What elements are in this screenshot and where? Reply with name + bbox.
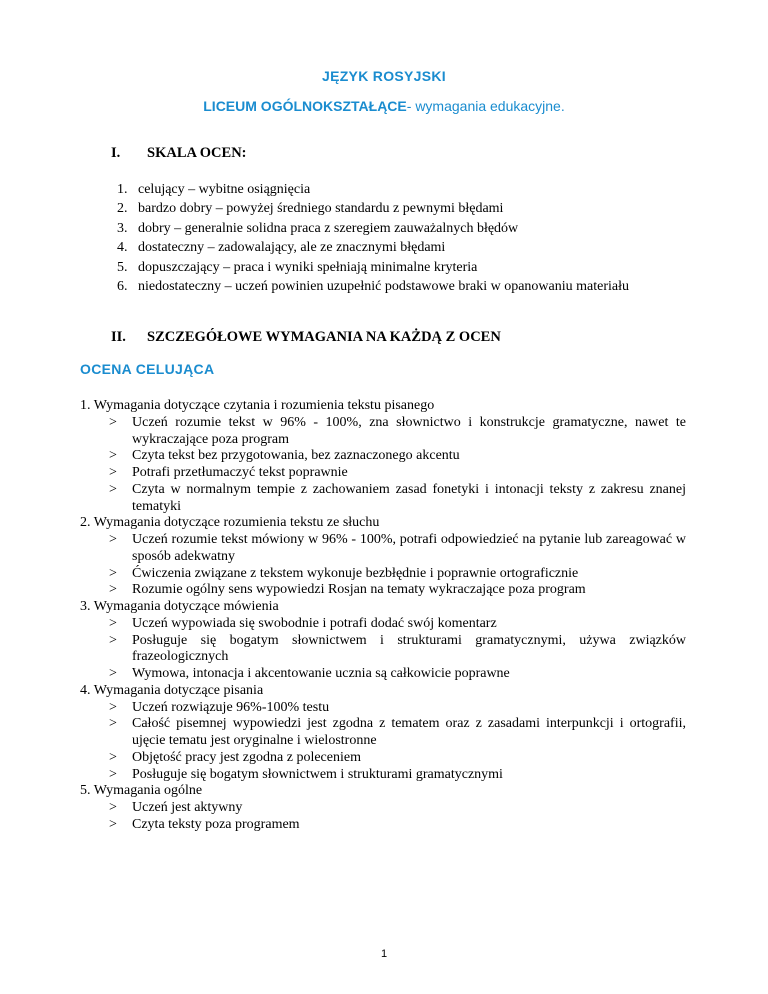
arrow-bullet-icon: > — [109, 565, 117, 581]
document-subtitle — [0, 98, 768, 114]
arrow-bullet-icon: > — [109, 716, 117, 732]
requirement-group — [80, 683, 686, 784]
arrow-bullet-icon: > — [109, 465, 117, 480]
arrow-bullet-icon: > — [109, 448, 117, 464]
grading-scale-list — [118, 180, 683, 296]
list-item: 1. celujący – wybitne osiągnięcia — [117, 182, 311, 197]
group-heading: 1. Wymagania dotyczące czytania i rozumienia tekstu pisanego — [80, 398, 435, 413]
list-item: > Czyta w normalnym tempie z zachowaniem zasad fonetyki i intonacji teksty z zakresu znanej tematyki — [109, 481, 686, 514]
requirement-group — [80, 398, 686, 515]
list-item: > Wymowa, intonacja i akcentowanie ucznia są całkowicie poprawne — [109, 666, 510, 681]
list-item: 2. bardzo dobry – powyżej średniego standardu z pewnymi błędami — [117, 201, 504, 217]
section-heading-requirements — [111, 329, 501, 346]
list-item: > Czyta teksty poza programem — [109, 816, 300, 832]
group-heading: 2. Wymagania dotyczące rozumienia tekstu ze słuchu — [80, 515, 380, 531]
list-item: > Posługuje się bogatym słownictwem i strukturami gramatycznymi — [109, 766, 503, 782]
subtitle-school: LICEUM OGÓLNOKSZTAŁĄCE — [203, 98, 407, 114]
page-number: 1 — [380, 948, 388, 960]
grade-heading: OCENA CELUJĄCA — [80, 361, 215, 377]
arrow-bullet-icon: > — [109, 766, 117, 782]
section-title: SZCZEGÓŁOWE WYMAGANIA NA KAŻDĄ Z OCEN — [147, 329, 501, 345]
section-number: I. — [111, 145, 121, 161]
list-item: 4. dostateczny – zadowalający, ale ze znacznymi błędami — [117, 240, 446, 256]
list-item: > Uczeń jest aktywny — [109, 800, 243, 815]
list-item: > Posługuje się bogatym słownictwem i strukturami gramatycznymi, używa związków frazeologicznych — [109, 632, 686, 665]
requirement-group — [80, 599, 686, 683]
list-item: > Czyta tekst bez przygotowania, bez zaznaczonego akcentu — [109, 448, 460, 464]
subtitle-description: - wymagania edukacyjne. — [406, 98, 565, 114]
arrow-bullet-icon: > — [109, 800, 117, 815]
requirements-list — [80, 398, 686, 834]
list-item: > Uczeń rozumie tekst mówiony w 96% - 100%, potrafi odpowiedzieć na pytanie lub zareagować w sposób adekwatny — [109, 532, 686, 564]
arrow-bullet-icon: > — [109, 632, 117, 648]
list-item: 5. dopuszczający – praca i wyniki spełniają minimalne kryteria — [117, 259, 478, 275]
section-number: II. — [111, 329, 126, 345]
list-item: > Uczeń wypowiada się swobodnie i potrafi dodać swój komentarz — [109, 615, 497, 631]
arrow-bullet-icon: > — [109, 816, 117, 832]
arrow-bullet-icon: > — [109, 615, 117, 631]
arrow-bullet-icon: > — [109, 582, 117, 598]
requirement-group — [80, 515, 686, 599]
list-item: > Uczeń rozwiązuje 96%-100% testu — [109, 699, 330, 715]
requirement-group — [80, 783, 686, 833]
group-heading: 4. Wymagania dotyczące pisania — [80, 682, 264, 698]
arrow-bullet-icon: > — [109, 481, 117, 497]
section-heading-scale — [111, 145, 247, 162]
document-title: JĘZYK ROSYJSKI — [321, 68, 446, 84]
list-item: > Uczeń rozumie tekst w 96% - 100%, zna słownictwo i konstrukcje gramatyczne, nawet te wykraczające poza program — [109, 414, 686, 447]
list-item: > Objętość pracy jest zgodna z poleceniem — [109, 749, 361, 765]
arrow-bullet-icon: > — [109, 666, 117, 681]
arrow-bullet-icon: > — [109, 532, 117, 547]
list-item: > Całość pisemnej wypowiedzi jest zgodna z tematem oraz z zasadami interpunkcji i ortografii, ujęcie tematu jest oryginalne i wielostronne — [109, 716, 686, 748]
list-item: > Ćwiczenia związane z tekstem wykonuje bezbłędnie i poprawnie ortograficznie — [109, 565, 579, 581]
list-item: 3. dobry – generalnie solidna praca z szeregiem zauważalnych błędów — [117, 220, 519, 236]
section-title: SKALA OCEN: — [147, 145, 247, 161]
list-item: > Potrafi przetłumaczyć tekst poprawnie — [109, 465, 348, 480]
list-item: 6. niedostateczny – uczeń powinien uzupełnić podstawowe braki w opanowaniu materiału — [117, 279, 630, 295]
group-heading: 5. Wymagania ogólne — [80, 783, 203, 799]
arrow-bullet-icon: > — [109, 749, 117, 765]
arrow-bullet-icon: > — [109, 699, 117, 715]
list-item: > Rozumie ogólny sens wypowiedzi Rosjan na tematy wykraczające poza program — [109, 582, 586, 598]
arrow-bullet-icon: > — [109, 414, 117, 430]
group-heading: 3. Wymagania dotyczące mówienia — [80, 599, 279, 614]
